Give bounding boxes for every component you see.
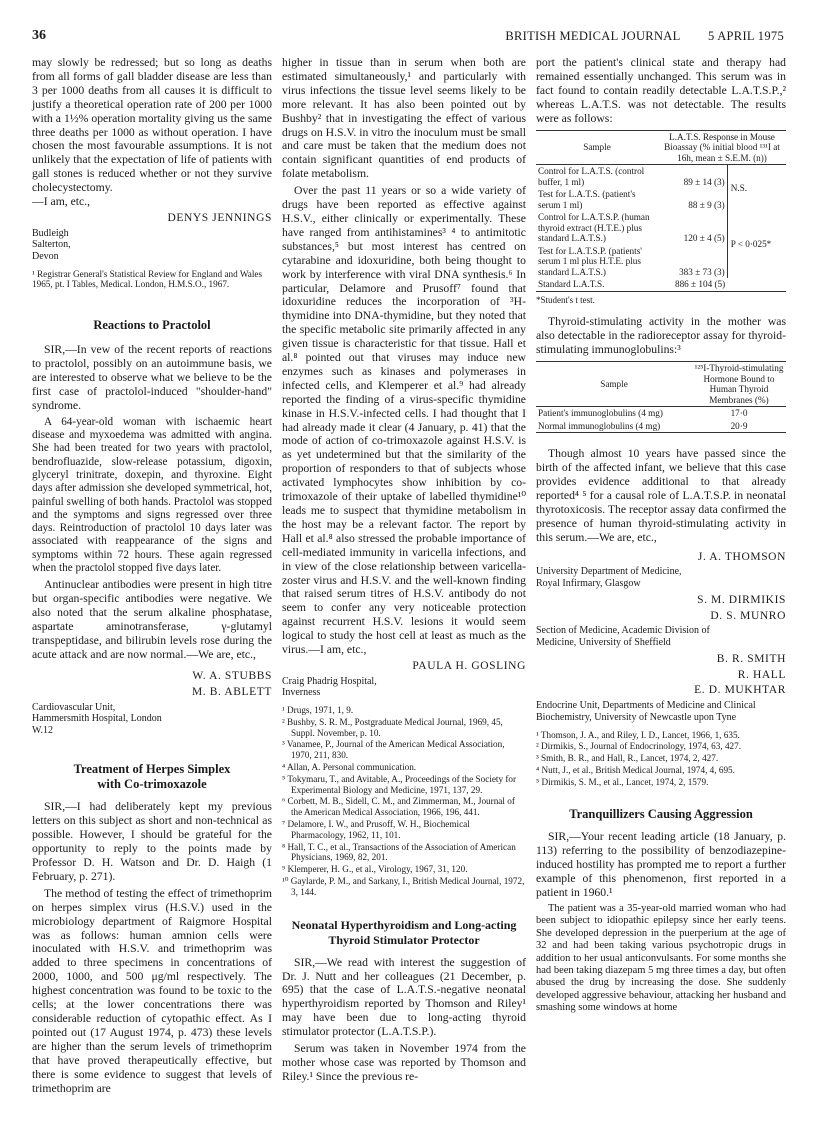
reference: ¹⁰ Gaylarde, P. M., and Sarkany, I., British Medical Journal, 1972, 3, 144. (282, 876, 525, 897)
paragraph: A 64-year-old woman with ischaemic heart disease and myxoedema was admitted with angina. She had been treated for two years with practolol, bendrofluazide, slow-release potassium, digoxin, glyceryl trinitrate, doxepin, and thyroxine. Eight days after admission she developed symmetrical, hot, painful swelling of both hands. Practolol was stopped and the symptoms and signs regressed over three days. Reintroduction of practolol 10 days later was associated with reappearance of the signs and symptoms within 72 hours. These again regressed when the practolol stopped five days later. (32, 415, 272, 575)
reference: ⁴ Nutt, J., et al., British Medical Journal, 1974, 4, 695. (536, 764, 735, 775)
references-list (536, 730, 786, 788)
address: Section of Medicine, Academic Division of Medicine, University of Sheffield (536, 625, 710, 648)
table-row: Test for L.A.T.S. (patient's serum 1 ml) 88 ± 9 (3) (538, 189, 725, 210)
reference: ² Bushby, S. R. M., Postgraduate Medical Journal, 1969, 45, Suppl. November, p. 10. (282, 716, 503, 738)
reference: ⁶ Corbett, M. B., Sidell, C. M., and Zimmerman, M., Journal of the American Medical Association, 1966, 196, 441. (282, 796, 515, 818)
signature: M. B. ABLETT (191, 685, 272, 698)
column-2 (282, 56, 526, 1087)
signature: PAULA H. GOSLING (412, 659, 526, 672)
reference: ⁸ Hall, T. C., et al., Transactions of the Association of American Physicians, 1969, 82, 201. (282, 841, 516, 863)
table-row: Control for L.A.T.S.P. (human thyroid extract (H.T.E.) plus standard L.A.T.S.) 120 ± 4 (5) P < 0·025* (536, 211, 786, 245)
reference: ⁷ Delamore, I. W., and Prusoff, W. H., Biochemical Pharmacology, 1962, 11, 101. (282, 819, 470, 840)
paragraph: Thyroid-stimulating activity in the mother was also detectable in the radioreceptor assay for thyroid-stimulating immunoglobulins:³ (536, 315, 786, 357)
column-1 (32, 56, 272, 1098)
paragraph: Serum was taken in November 1974 from the mother whose case was reported by Thomson and Riley.¹ Since the previous re- (282, 1042, 526, 1083)
address: Craig Phadrig Hospital, Inverness (282, 675, 377, 699)
signature: DENYS JENNINGS (167, 211, 272, 224)
receptor-table (536, 361, 786, 433)
signature: S. M. DIRMIKIS (697, 593, 786, 606)
signature: D. S. MUNRO (710, 609, 786, 622)
paragraph: The method of testing the effect of trimethoprim on herpes simplex virus (H.S.V.) used in the microbiology department of Raigmore Hospital was as follows: human amnion cells were inoculated with H.S.V. and trimethoprim was added to three specimens in concentrations of 2000, 1000, and 500 μg/ml respectively. The highest concentration was found to be toxic to the cells; at the lower concentrations there was considerable reduction of cytopathic effect. As I pointed out (17 August 1974, p. 473) these levels are higher than the serum levels of trimethoprim that have proved therapeutically effective, but there is some evidence to suggest that levels of trimethoprim are (32, 886, 272, 1095)
column-3 (536, 56, 786, 1018)
paragraph: SIR,—We read with interest the suggestion of Dr. J. Nutt and her colleagues (21 December, p. 695) that the case of L.A.T.S.-negative neonatal hyperthyroidism reported by Thomson and Riley¹ may have been due to long-acting thyroid stimulator protector (L.A.T.S.P.). (282, 955, 526, 1039)
paragraph: SIR,—In vew of the recent reports of reactions to practolol, possibly on an autoimmune basis, we are interested to observe what we believe to be the first case of practolol-induced "shoulder-hand" syndrome. (32, 343, 272, 412)
significance-bracket: N.S. (727, 165, 786, 212)
address: Budleigh Salterton, Devon (32, 227, 71, 263)
references-list (282, 705, 526, 898)
paragraph: The patient was a 35-year-old married woman who had been subject to idiopathic epilepsy since her early teens. She developed depression in the puerperium at the age of 32 and had been taking various psychotropic drugs in addition to her usual anticonvulsants. For some months she had been taking diazepam 5 mg three times a day, but often abused the drug by increasing the dose. She suddenly developed aggressive behaviour, attacking her husband and smashing some windows at home (536, 903, 786, 1014)
reference: ⁴ Allan, A. Personal communication. (282, 762, 417, 773)
paragraph: Over the past 11 years or so a wide variety of drugs have been reported as effective against H.S.V., either clinically or experimentally. These have ranged from antihistamines³ ⁴ to antimitotic substances,⁵ but most interest has centred on cytarabine and idoxuridine, both being thought to work by interference with viral DNA synthesis.⁶ In particular, Delamore and Prusoff⁷ found that idoxuridine reduces the incorporation of ³H-thymidine into DNA-thymidine, but they noted that the specific metabolic site primarily affected in any given tissue is characteristic for that tissue. Hall et al.⁸ pointed out that viruses may induce new enzymes such as kinases and polymerases in infected cells, and Klemperer et al.⁹ had already reported the finding of a virus-specific thymidine kinase in H.S.V.-infected cells. I had thought that I had already made it clear (4 January, p. 41) that the mode of action of co-trimoxazole against H.S.V. is as yet undetermined but that the similarity of the proportion of responders to that of subjects whose activated lymphocytes show inhibition by co-trimoxazole of their uptake of labelled thymidine¹⁰ leads me to suspect that thymidine metabolism in the host may be a relevant factor. The report by Hall et al.⁸ also stressed the probable importance of cell-mediated immunity in varicella infections, and in view of the close relationship between varicella-zoster virus and H.S.V. and the well-known finding that raised serum titres of H.S.V. antibody do not seem to confer any very noticeable protection against recurrent H.S.V. lesions it would seem logical to study the host cell at least as much as the virus.—I am, etc., (282, 184, 526, 657)
journal-header: BRITISH MEDICAL JOURNAL 5 APRIL 1975 (505, 29, 784, 43)
table-header: Sample (536, 131, 658, 165)
article-title: Neonatal Hyperthyroidism and Long-acting Thyroid Stimulator Protector (291, 917, 517, 947)
table-header: ¹²⁵I-Thyroid-stimulating Hormone Bound to Human Thyroid Membranes (%) (692, 362, 786, 407)
reference: ¹ Thomson, J. A., and Riley, I. D., Lancet, 1966, 1, 635. (536, 729, 740, 740)
address: Cardiovascular Unit, Hammersmith Hospital, London W.12 (32, 701, 162, 736)
table-row: Patient's immunoglobulins (4 mg) 17·0 (538, 408, 748, 419)
signature: B. R. SMITH (716, 652, 786, 665)
results-table (536, 130, 786, 292)
address: Endocrine Unit, Departments of Medicine and Clinical Biochemistry, University of Newcastle upon Tyne (536, 700, 756, 723)
table-row: Standard L.A.T.S. 886 ± 104 (5) (538, 279, 726, 290)
page-number: 36 (32, 28, 46, 43)
article-title: Reactions to Practolol (93, 318, 211, 333)
signature: J. A. THOMSON (697, 550, 786, 563)
paragraph: SIR,—Your recent leading article (18 January, p. 113) referring to the possibility of benzodiazepine-induced hostility has prompted me to report a further example of this phenomenon, first reported in a patient in 1960.¹ (536, 830, 786, 900)
table-row: Normal immunoglobulins (4 mg) 20·9 (538, 420, 748, 431)
reference: ³ Vanamee, P., Journal of the American Medical Association, 1970, 211, 830. (282, 739, 505, 761)
address: University Department of Medicine, Royal Infirmary, Glasgow (536, 566, 682, 589)
reference: ¹ Registrar General's Statistical Review for England and Wales 1965, pt. I Tables, Medical. London, H.M.S.O., 1967. (32, 268, 263, 290)
reference: ² Dirmikis, S., Journal of Endocrinology, 1974, 63, 427. (536, 741, 742, 752)
intro-paragraph: may slowly be redressed; but so long as deaths from all forms of gall bladder disease are less than 3 per 1000 deaths from all causes it is difficult to justify a theoretical operation rate of 200 per 1000 with a 1½% operation mortality giving us the same three deaths per 1000 as without operation. I have chosen the most favourable assumptions. It is not unlikely that the expectation of life of patients with gall stones is reduced whether or not they survive cholecystectomy. (32, 56, 272, 195)
table-note: *Student's t test. (536, 294, 595, 305)
reference: ³ Smith, B. R., and Hall, R., Lancet, 1974, 2, 427. (536, 753, 719, 764)
intro-close: —I am, etc., (32, 195, 91, 209)
signature: R. HALL (737, 668, 786, 681)
reference: ⁵ Dirmikis, S. M., et al., Lancet, 1974, 2, 1579. (536, 776, 709, 787)
table-row: Control for L.A.T.S. (control buffer, 1 ml) 89 ± 14 (3) N.S. (536, 165, 786, 189)
paragraph: port the patient's clinical state and therapy had remained essentially unchanged. This serum was in fact found to contain readily detectable L.A.T.S.P.,² whereas L.A.T.S. was not detectable. The results were as follows: (536, 56, 786, 125)
paragraph: Antinuclear antibodies were present in high titre but organ-specific antibodies were negative. We also noted that the serum alkaline phosphatase, aspartate aminotransferase, γ-glutamyl transpeptidase, and bilirubin levels rose during the acute attack and are now normal.—We are, etc., (32, 578, 272, 661)
paragraph: Though almost 10 years have passed since the birth of the affected infant, we believe that this case provides evidence additional to that already reported⁴ ⁵ for a causal role of L.A.T.S.P. in neonatal thyrotoxicosis. The receptor assay data confirmed the presence of human thyroid-stimulating activity in this serum.—We are, etc., (536, 447, 787, 544)
table-header: L.A.T.S. Response in Mouse Bioassay (% initial blood ¹³¹I at 16h, mean ± S.E.M. (n)) (658, 131, 786, 165)
reference: ¹ Drugs, 1971, 1, 9. (282, 705, 354, 716)
paragraph: higher in tissue than in serum when both are estimated simultaneously,¹ and particularly with virus infections the tissue level seems likely to be more relevant. It has also been pointed out by Bushby² that in investigating the effect of various drugs on H.S.V. in vitro the inoculum must be small and care must be taken that the medium does not contain significant quantities of end products of folate metabolism. (282, 56, 526, 181)
reference: ⁹ Klemperer, H. G., et al., Virology, 1967, 31, 120. (282, 864, 468, 875)
article-title: Tranquillizers Causing Aggression (569, 807, 753, 822)
page-header (32, 28, 784, 48)
reference: ⁵ Tokymaru, T., and Avitable, A., Proceedings of the Society for Experimental Biology and Medicine, 1971, 137, 29. (282, 773, 517, 795)
signature: E. D. MUKHTAR (694, 684, 786, 697)
table-header: Sample (536, 362, 692, 407)
significance-bracket: P < 0·025* (727, 211, 786, 278)
paragraph: SIR,—I had deliberately kept my previous letters on this subject as short and non-technical as possible. However, I should be grateful for the opportunity to reply to the points made by Professor D. H. Watson and Dr. D. Haigh (1 February, p. 271). (32, 800, 272, 883)
table-row: Test for L.A.T.S.P. (patients' serum 1 ml plus H.T.E. plus standard L.A.T.S.) 383 ± 73 (3) (538, 245, 725, 277)
signature: W. A. STUBBS (192, 669, 272, 682)
article-title: Treatment of Herpes Simplex with Co-trimoxazole (73, 762, 231, 792)
